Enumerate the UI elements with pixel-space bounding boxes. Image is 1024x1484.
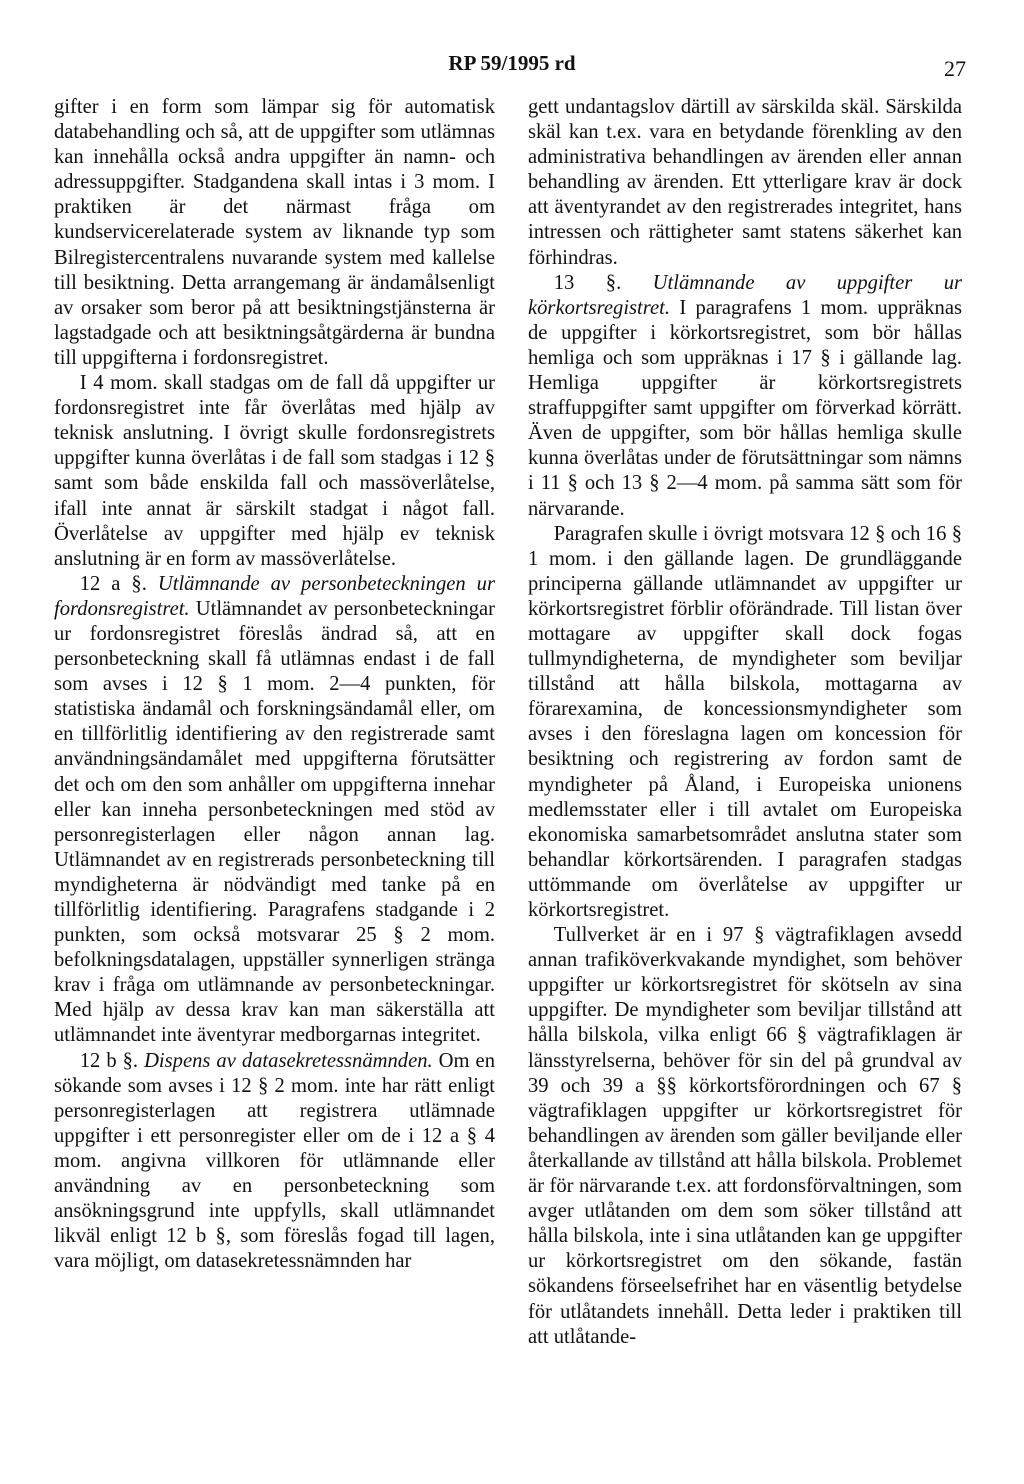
paragraph [528, 923, 962, 1350]
paragraph-text: gett undantagslov därtill av särskilda skäl. Särskilda skäl kan t.ex. vara en betydande förenkling av den administrativa behandlingen av ärenden eller annan behandling av ärenden. Ett ytterligare krav är dock att äventyrandet av den registrerades integritet, hans intressen och rättigheter samt statens säkerhet kan förhindras. [528, 96, 962, 269]
right-column [528, 95, 962, 1350]
section-heading: Utlämnande av personbeteckningen ur fordonsregistret. [54, 572, 495, 620]
paragraph-text: Om en sökande som avses i 12 § 2 mom. inte har rätt enligt personregisterlagen att registrera utlämnade uppgifter i ett personregister eller om de i 12 a § 4 mom. angivna villkoren för utlämnande eller användning av en personbeteckning som ansökningsgrund inte uppfylls, skall utlämnandet likväl enligt 12 b §, som föreslås fogad till lagen, vara möjligt, om datasekretessnämnden har [54, 1049, 495, 1273]
section-paragraph-12a [54, 572, 495, 1049]
paragraph-text: I paragrafens 1 mom. uppräknas de uppgifter i körkortsregistret, som bör hållas hemliga och som uppräknas i 17 § i gällande lag. Hemliga uppgifter är körkortsregistrets straffuppgifter samt uppgifter om förverkad körrätt. Även de uppgifter, som bör hållas hemliga skulle kunna överlåtas under de förutsättningar som nämns i 11 § och 13 § 2—4 mom. på samma sätt som för närvarande. [528, 296, 962, 520]
section-paragraph-12b [54, 1049, 495, 1275]
running-header: RP 59/1995 rd [448, 51, 576, 75]
paragraph-text: I 4 mom. skall stadgas om de fall då uppgifter ur fordonsregistret inte får överlåtas med hjälp av teknisk anslutning. I övrigt skulle fordonsregistrets uppgifter kunna överlåtas i de fall som stadgas i 12 § samt som både enskilda fall och massöverlåtelse, ifall inte annat är särskilt stadgat i något fall. Överlåtelse av uppgifter med hjälp ev teknisk anslutning är en form av massöverlåtelse. [54, 372, 495, 570]
paragraph-text: Utlämnandet av personbeteckningar ur fordonsregistret föreslås ändrad så, att en personbeteckning skall få utlämnas endast i de fall som avses i 12 § 1 mom. 2—4 punkten, för statistiska ändamål och forskningsändamål eller, om en tillförlitlig identifiering av den registrerade samt användningsändamålet med uppgifterna förutsätter det och om den som anhåller om uppgifterna innehar eller kan inneha personbeteckningen med stöd av personregisterlagen eller någon annan lag. Utlämnandet av en registrerads personbeteckning till myndigheterna är nödvändigt med tanke på en tillförlitlig identifiering. Paragrafens stadgande i 2 punkten, som också motsvarar 25 § 2 mom. befolkningsdatalagen, uppställer synnerligen stränga krav i fråga om utlämnande av personbeteckningar. Med hjälp av dessa krav kan man säkerställa att utlämnandet inte äventyrar medborgarnas integritet. [54, 597, 495, 1047]
paragraph [528, 522, 962, 924]
section-number: 12 a §. [79, 572, 147, 595]
left-column [54, 95, 495, 1274]
paragraph [54, 371, 495, 572]
page-number: 27 [944, 56, 966, 81]
paragraph-text: gifter i en form som lämpar sig för automatisk databehandling och så, att de uppgifter som utlämnas kan innehålla också andra uppgifter än namn- och adressuppgifter. Stadgandena skall intas i 3 mom. I praktiken är det närmast fråga om kundservicerelaterade system av liknande typ som Bilregistercentralens nuvarande system med kallelse till besiktning. Detta arrangemang är ändamålsenligt av orsaker som beror på att besiktningstjänsterna är lagstadgade och att besiktningsåtgärderna är bundna till uppgifterna i fordonsregistret. [54, 96, 495, 369]
section-number: 13 §. [553, 271, 622, 294]
paragraph [528, 95, 962, 271]
paragraph [54, 95, 495, 371]
section-heading: Utlämnande av uppgifter ur körkortsregistret. [528, 271, 963, 319]
section-heading: Dispens av datasekretessnämnden. [144, 1049, 433, 1072]
paragraph-text: Paragrafen skulle i övrigt motsvara 12 § och 16 § 1 mom. i den gällande lagen. De grundläggande principerna gällande utlämnandet av uppgifter ur körkortsregistret förblir oförändrade. Till listan över mottagare av uppgifter skall dock fogas tullmyndigheterna, de myndigheter som beviljar tillstånd att hålla bilskola, mottagarna av förarexamina, de koncessionsmyndigheter som avses i den föreslagna lagen om koncession för besiktning och registrering av fordon samt de myndigheter på Åland, i Europeiska unionens medlemsstater eller i till avtalet om Europeiska ekonomiska samarbetsområdet anslutna stater som behandlar körkortsärenden. I paragrafen stadgas uttömmande om överlåtelse av uppgifter ur körkortsregistret. [528, 522, 962, 921]
section-number: 12 b §. [79, 1049, 139, 1072]
section-paragraph-13 [528, 271, 962, 522]
paragraph-text: Tullverket är en i 97 § vägtrafiklagen avsedd annan trafiköverkvakande myndighet, som behöver uppgifter ur körkortsregistret för skötseln av sina uppgifter. De myndigheter som beviljar tillstånd att hålla bilskola, vilka enligt 66 § vägtrafiklagen är länsstyrelserna, behöver för sin del på grundval av 39 och 39 a §§ körkortsförordningen och 67 § vägtrafiklagen uppgifter ur körkortsregistret för behandlingen av ärenden som gäller beviljande eller återkallande av tillstånd att hålla bilskola. Problemet är för närvarande t.ex. att fordonsförvaltningen, som avger utlåtanden om dem som söker tillstånd att hålla bilskola, inte i sina utlåtanden kan ge uppgifter ur körkortsregistret om den sökande, fastän sökandens förseelsefrihet har en väsentlig betydelse för utlåtandets innehåll. Detta leder i praktiken till att utlåtande- [528, 924, 962, 1348]
